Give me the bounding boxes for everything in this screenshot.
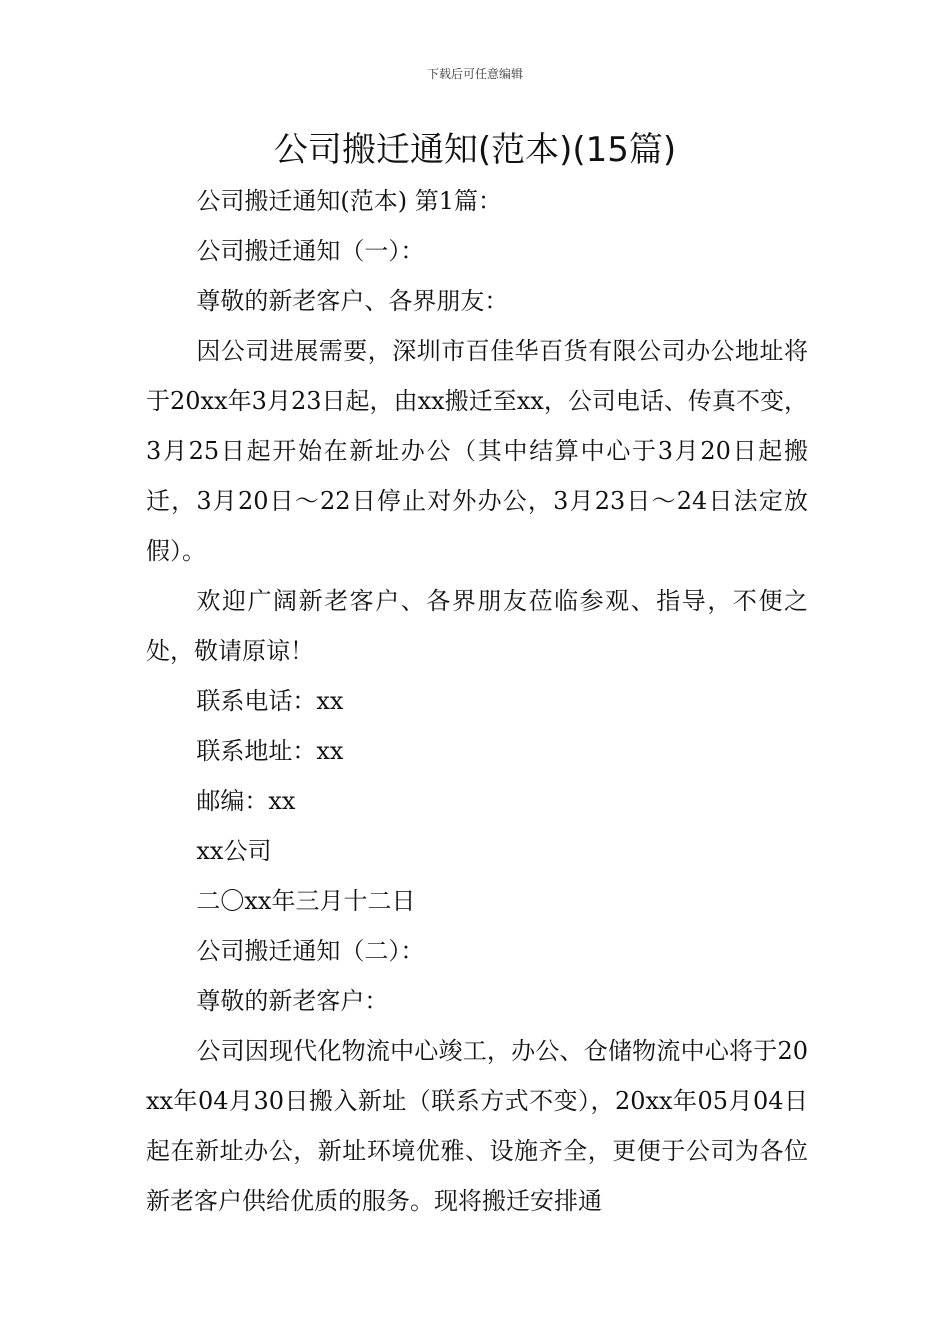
paragraph-contact-phone: 联系电话：xx <box>196 687 344 715</box>
paragraph-section-heading: 公司搬迁通知(范本) 第1篇： <box>196 187 503 215</box>
paragraph-notice-two-heading: 公司搬迁通知（二）： <box>196 937 425 965</box>
paragraph-salutation: 尊敬的新老客户、各界朋友： <box>196 287 509 315</box>
paragraph-welcome: 欢迎广阔新老客户、各界朋友莅临参观、指导，不便之处，敬请原谅！ <box>146 587 808 665</box>
paragraph-contact-address: 联系地址：xx <box>196 737 344 765</box>
paragraph-postcode: 邮编：xx <box>196 787 296 815</box>
document-body <box>146 176 808 1226</box>
paragraph-relocation-details: 因公司进展需要，深圳市百佳华百货有限公司办公地址将于20xx年3月23日起，由xx搬迁至xx，公司电话、传真不变，3月25日起开始在新址办公（其中结算中心于3月20日起搬迁，3月20日～22日停止对外办公，3月23日～24日法定放假）。 <box>146 337 808 565</box>
paragraph-date: 二〇xx年三月十二日 <box>196 887 416 915</box>
header-note: 下载后可任意编辑 <box>426 67 523 81</box>
paragraph-notice-one-heading: 公司搬迁通知（一）： <box>196 237 425 265</box>
paragraph-relocation-details-two: 公司因现代化物流中心竣工，办公、仓储物流中心将于20xx年04月30日搬入新址（联系方式不变），20xx年05月04日起在新址办公，新址环境优雅、设施齐全，更便于公司为各位新老客户供给优质的服务。现将搬迁安排通 <box>146 1037 808 1215</box>
paragraph-salutation-two: 尊敬的新老客户： <box>196 987 389 1015</box>
paragraph-company-signature: xx公司 <box>196 837 272 865</box>
document-title: 公司搬迁通知(范本)(15篇) <box>273 130 677 170</box>
